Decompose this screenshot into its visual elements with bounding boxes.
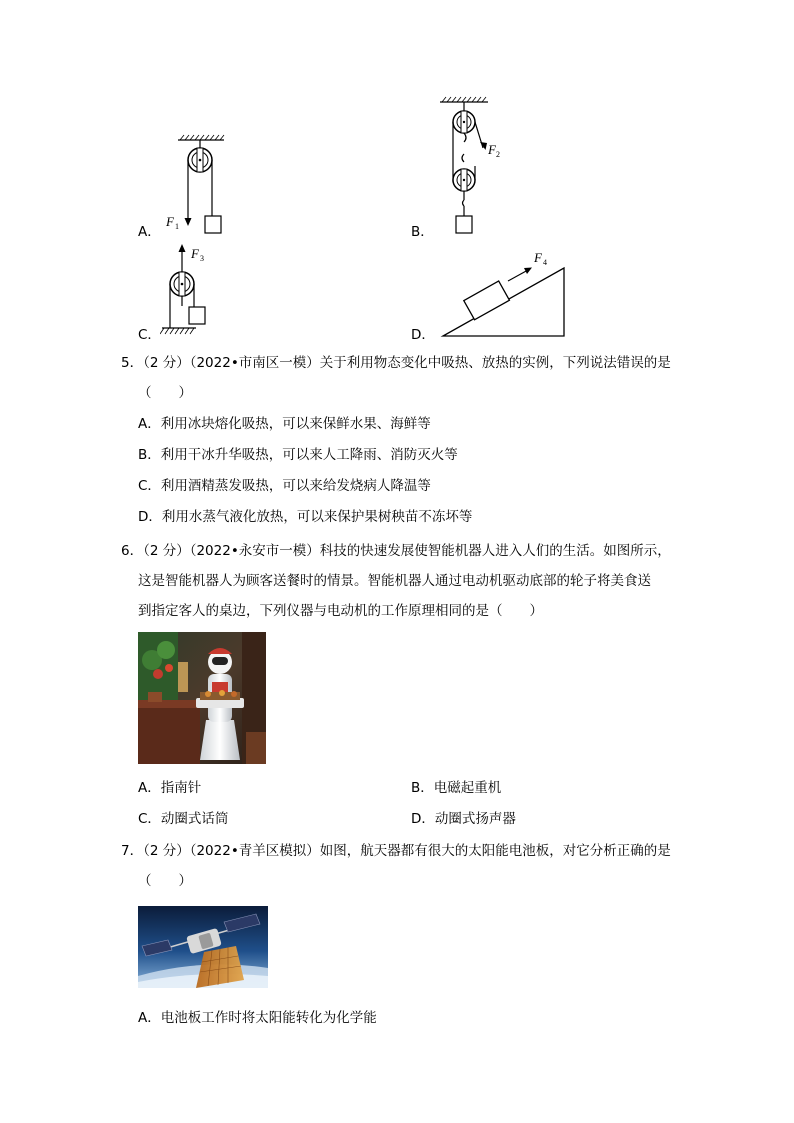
q5-option-d[interactable]: D．利用水蒸气液化放热，可以来保护果树秧苗不冻坏等 <box>138 509 473 525</box>
svg-text:F: F <box>534 250 542 265</box>
q7-option-a[interactable]: A．电池板工作时将太阳能转化为化学能 <box>138 1010 377 1026</box>
svg-text:F: F <box>191 246 199 261</box>
figure-label-b[interactable]: B． <box>411 224 434 240</box>
svg-text:F: F <box>488 142 496 157</box>
robot-waiter-photo <box>138 632 266 764</box>
force-label-f1: F <box>166 214 174 229</box>
q5-answer-paren: （ ） <box>138 385 192 401</box>
q6-stem-line3: 到指定客人的桌边，下列仪器与电动机的工作原理相同的是（ ） <box>138 603 543 619</box>
hanging-weight <box>205 216 221 233</box>
movable-pulley-diagram <box>160 240 230 340</box>
svg-text:3: 3 <box>200 254 204 263</box>
q6-option-d[interactable]: D．动圈式扬声器 <box>411 811 516 827</box>
svg-text:4: 4 <box>543 258 547 267</box>
q6-stem-line2: 这是智能机器人为顾客送餐时的情景。智能机器人通过电动机驱动底部的轮子将美食送 <box>138 573 651 589</box>
q7-answer-paren: （ ） <box>138 873 192 889</box>
figure-label-d[interactable]: D． <box>411 327 435 343</box>
inclined-plane-diagram <box>440 248 570 338</box>
q6-option-a[interactable]: A．指南针 <box>138 780 202 796</box>
figure-label-a[interactable]: A． <box>138 224 161 240</box>
force-arrow-f1 <box>185 218 192 226</box>
q5-option-c[interactable]: C．利用酒精蒸发吸热，可以来给发烧病人降温等 <box>138 478 431 494</box>
spacecraft-solar-panel-photo <box>138 906 268 988</box>
q5-stem: 5．（2 分）（2022•市南区一模）关于利用物态变化中吸热、放热的实例，下列说法错误的是 <box>121 355 671 371</box>
q6-stem-line1: 6．（2 分）（2022•永安市一模）科技的快速发展使智能机器人进入人们的生活。如图所示， <box>121 543 671 559</box>
fixed-pulley-diagram <box>160 130 240 238</box>
svg-text:2: 2 <box>496 150 500 159</box>
q7-stem: 7．（2 分）（2022•青羊区模拟）如图，航天器都有很大的太阳能电池板，对它分析正确的是 <box>121 843 671 859</box>
figure-label-c[interactable]: C． <box>138 327 161 343</box>
q6-option-c[interactable]: C．动圈式话筒 <box>138 811 229 827</box>
pulley-block-diagram <box>430 96 510 238</box>
q5-option-a[interactable]: A．利用冰块熔化吸热，可以来保鲜水果、海鲜等 <box>138 416 431 432</box>
q6-option-b[interactable]: B．电磁起重机 <box>411 780 502 796</box>
q5-option-b[interactable]: B．利用干冰升华吸热，可以来人工降雨、消防灭火等 <box>138 447 458 463</box>
svg-text:1: 1 <box>175 222 179 231</box>
